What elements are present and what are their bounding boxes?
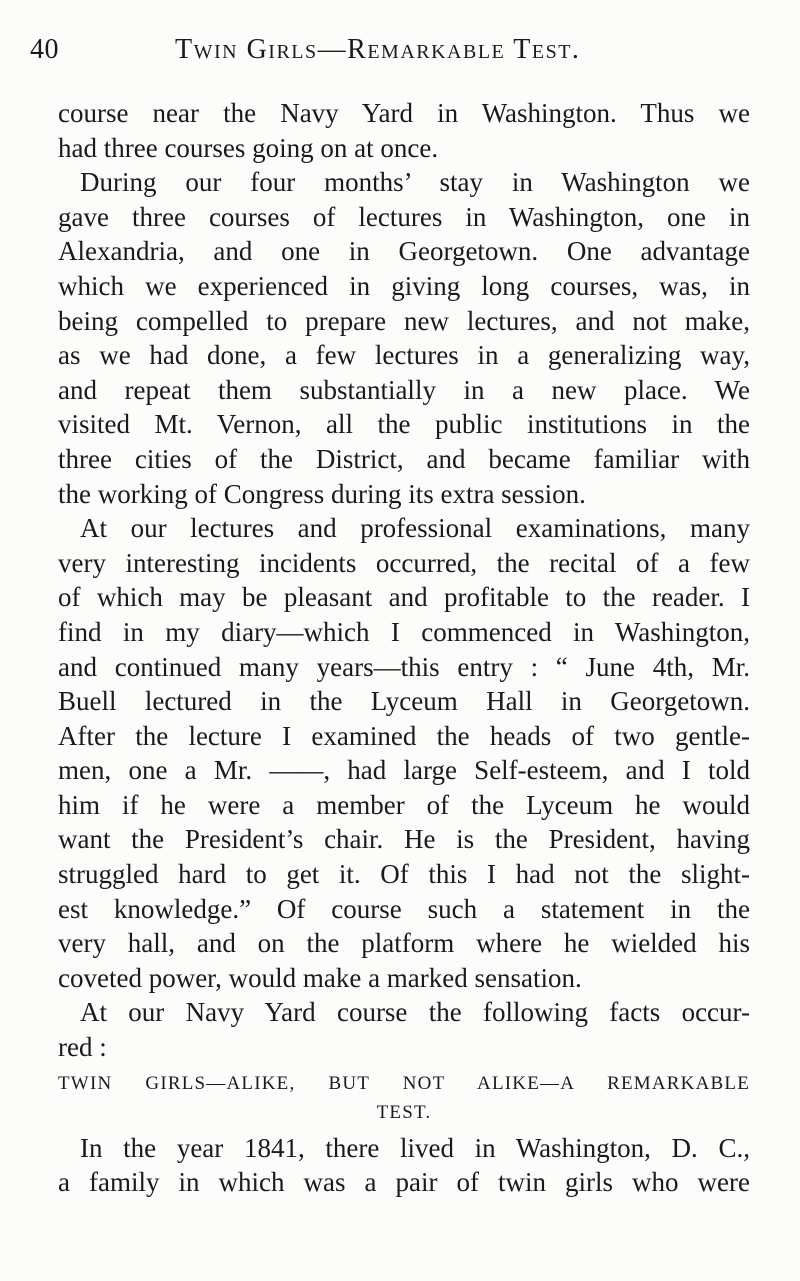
text-line: visited Mt. Vernon, all the public institutions in the xyxy=(58,409,750,440)
text-line: Alexandria, and one in Georgetown. One advantage xyxy=(58,236,750,267)
text-line: After the lecture I examined the heads of two gentle- xyxy=(58,720,750,751)
text-line: men, one a Mr. ——, had large Self-esteem, and I told xyxy=(58,755,750,786)
text-line: very hall, and on the platform where he wielded his xyxy=(58,928,750,959)
text-line: him if he were a member of the Lyceum he would xyxy=(58,789,750,820)
text-line: three cities of the District, and became familiar with xyxy=(58,443,750,474)
section-heading-continuation: TEST. xyxy=(376,1101,432,1123)
text-line: est knowledge.” Of course such a statement in the xyxy=(58,893,750,924)
text-line: course near the Navy Yard in Washington. Thus we xyxy=(58,98,750,128)
section-heading: TWIN GIRLS—ALIKE, BUT NOT ALIKE—A REMARKABLE xyxy=(58,1072,750,1094)
text-line: coveted power, would make a marked sensation. xyxy=(58,962,582,993)
text-line: Buell lectured in the Lyceum Hall in Georgetown. xyxy=(58,686,750,717)
running-title: Twin Girls—Remarkable Test. xyxy=(175,34,581,65)
text-line: red : xyxy=(58,1032,107,1063)
page-number: 40 xyxy=(30,34,59,65)
running-head xyxy=(30,30,770,70)
text-line: want the President’s chair. He is the President, having xyxy=(58,824,750,855)
text-line: being compelled to prepare new lectures, and not make, xyxy=(58,305,750,336)
text-line: the working of Congress during its extra session. xyxy=(58,478,586,509)
text-line: At our Navy Yard course the following facts occur- xyxy=(80,997,750,1028)
text-line: find in my diary—which I commenced in Washington, xyxy=(58,616,750,647)
text-line: of which may be pleasant and profitable to the reader. I xyxy=(58,582,750,613)
text-line: which we experienced in giving long courses, was, in xyxy=(58,270,750,301)
text-line: very interesting incidents occurred, the recital of a few xyxy=(58,547,750,578)
text-line: and continued many years—this entry : “ June 4th, Mr. xyxy=(58,651,750,682)
text-line: as we had done, a few lectures in a generalizing way, xyxy=(58,340,750,371)
text-line: had three courses going on at once. xyxy=(58,132,439,163)
body-text xyxy=(58,96,750,1200)
text-line: a family in which was a pair of twin girls who were xyxy=(58,1167,750,1198)
text-line: At our lectures and professional examinations, many xyxy=(80,513,750,544)
text-line: and repeat them substantially in a new place. We xyxy=(58,374,750,405)
text-line: During our four months’ stay in Washington we xyxy=(80,167,750,198)
text-line: struggled hard to get it. Of this I had not the slight- xyxy=(58,859,750,890)
text-line: gave three courses of lectures in Washington, one in xyxy=(58,201,750,232)
text-line: In the year 1841, there lived in Washington, D. C., xyxy=(80,1132,750,1163)
